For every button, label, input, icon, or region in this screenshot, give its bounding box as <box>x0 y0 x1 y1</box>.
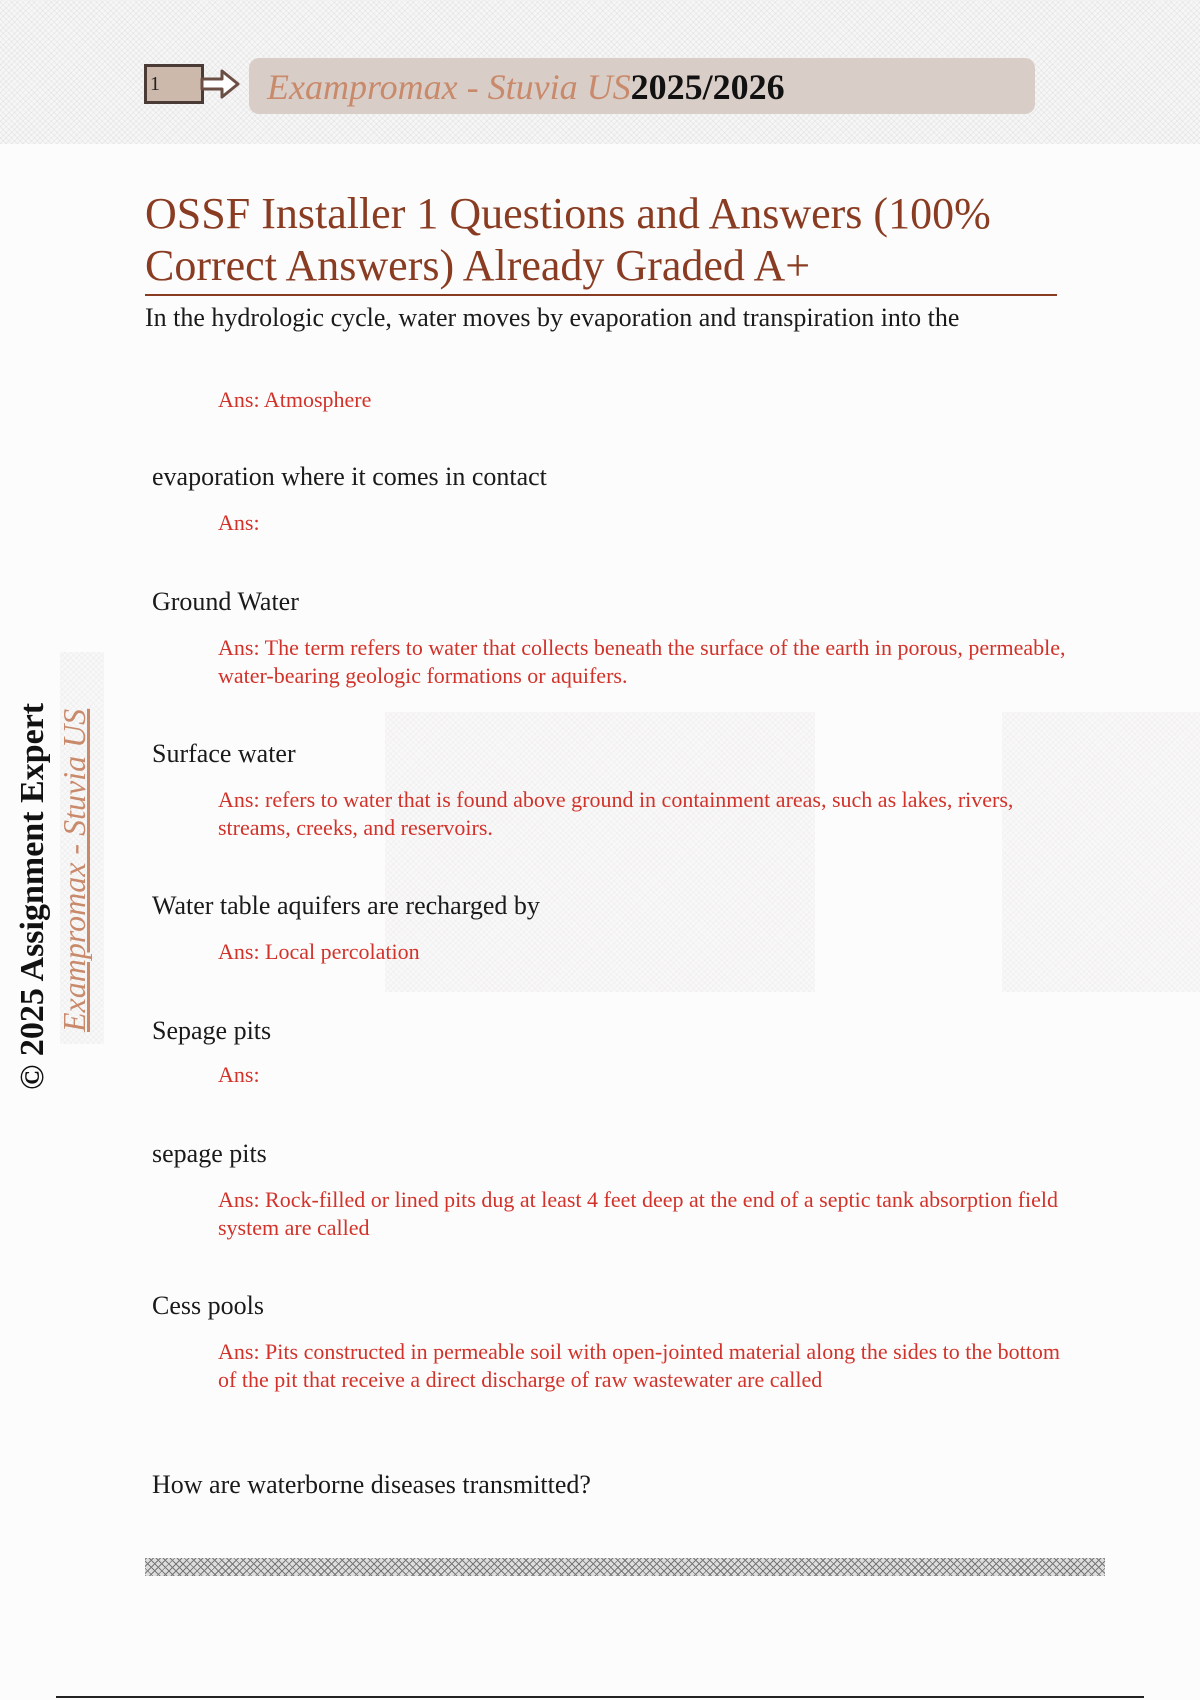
answer-text: Ans: The term refers to water that collects beneath the surface of the earth in porous, permeable, water-bearing geologic formations or aquifers. <box>218 635 1066 688</box>
answer-text: Ans: Atmosphere <box>218 387 372 412</box>
answer-text: Ans: <box>218 1062 260 1087</box>
question-text: Cess pools <box>152 1291 264 1320</box>
document-title: OSSF Installer 1 Questions and Answers (100% Correct Answers) Already Graded A+ <box>145 188 1057 296</box>
page-number: 1 <box>144 64 204 104</box>
sidebar-brand-link: Exampromax - Stuvia US <box>56 708 92 1032</box>
header-brand: Exampromax - Stuvia US <box>267 67 631 107</box>
question-text: sepage pits <box>152 1139 267 1168</box>
question-text: evaporation where it comes in contact <box>152 462 547 491</box>
sidebar-copyright: © 2025 Assignment Expert <box>14 702 51 1090</box>
answer-text: Ans: <box>218 510 260 535</box>
question-text: Ground Water <box>152 587 299 616</box>
answer-text: Ans: refers to water that is found above ground in containment areas, such as lakes, rivers, streams, creeks, and reservoirs. <box>218 787 1014 840</box>
header-year: 2025/2026 <box>630 67 785 107</box>
answer-text: Ans: Rock-filled or lined pits dug at least 4 feet deep at the end of a septic tank absorption field system are called <box>218 1187 1059 1240</box>
question-text: Sepage pits <box>152 1016 272 1045</box>
question-text: Water table aquifers are recharged by <box>152 891 540 920</box>
footer-divider <box>56 1696 1144 1698</box>
answer-text: Ans: Pits constructed in permeable soil with open-jointed material along the sides to the bottom of the pit that receive a direct discharge of raw wastewater are called <box>218 1339 1060 1392</box>
arrow-right-icon <box>200 66 240 102</box>
question-text: How are waterborne diseases transmitted? <box>152 1470 591 1499</box>
question-text: In the hydrologic cycle, water moves by evaporation and transpiration into the <box>145 303 960 332</box>
question-text: Surface water <box>152 739 296 768</box>
header-banner <box>249 58 1035 114</box>
answer-text: Ans: Local percolation <box>218 939 420 964</box>
redacted-content-bar <box>145 1558 1105 1576</box>
